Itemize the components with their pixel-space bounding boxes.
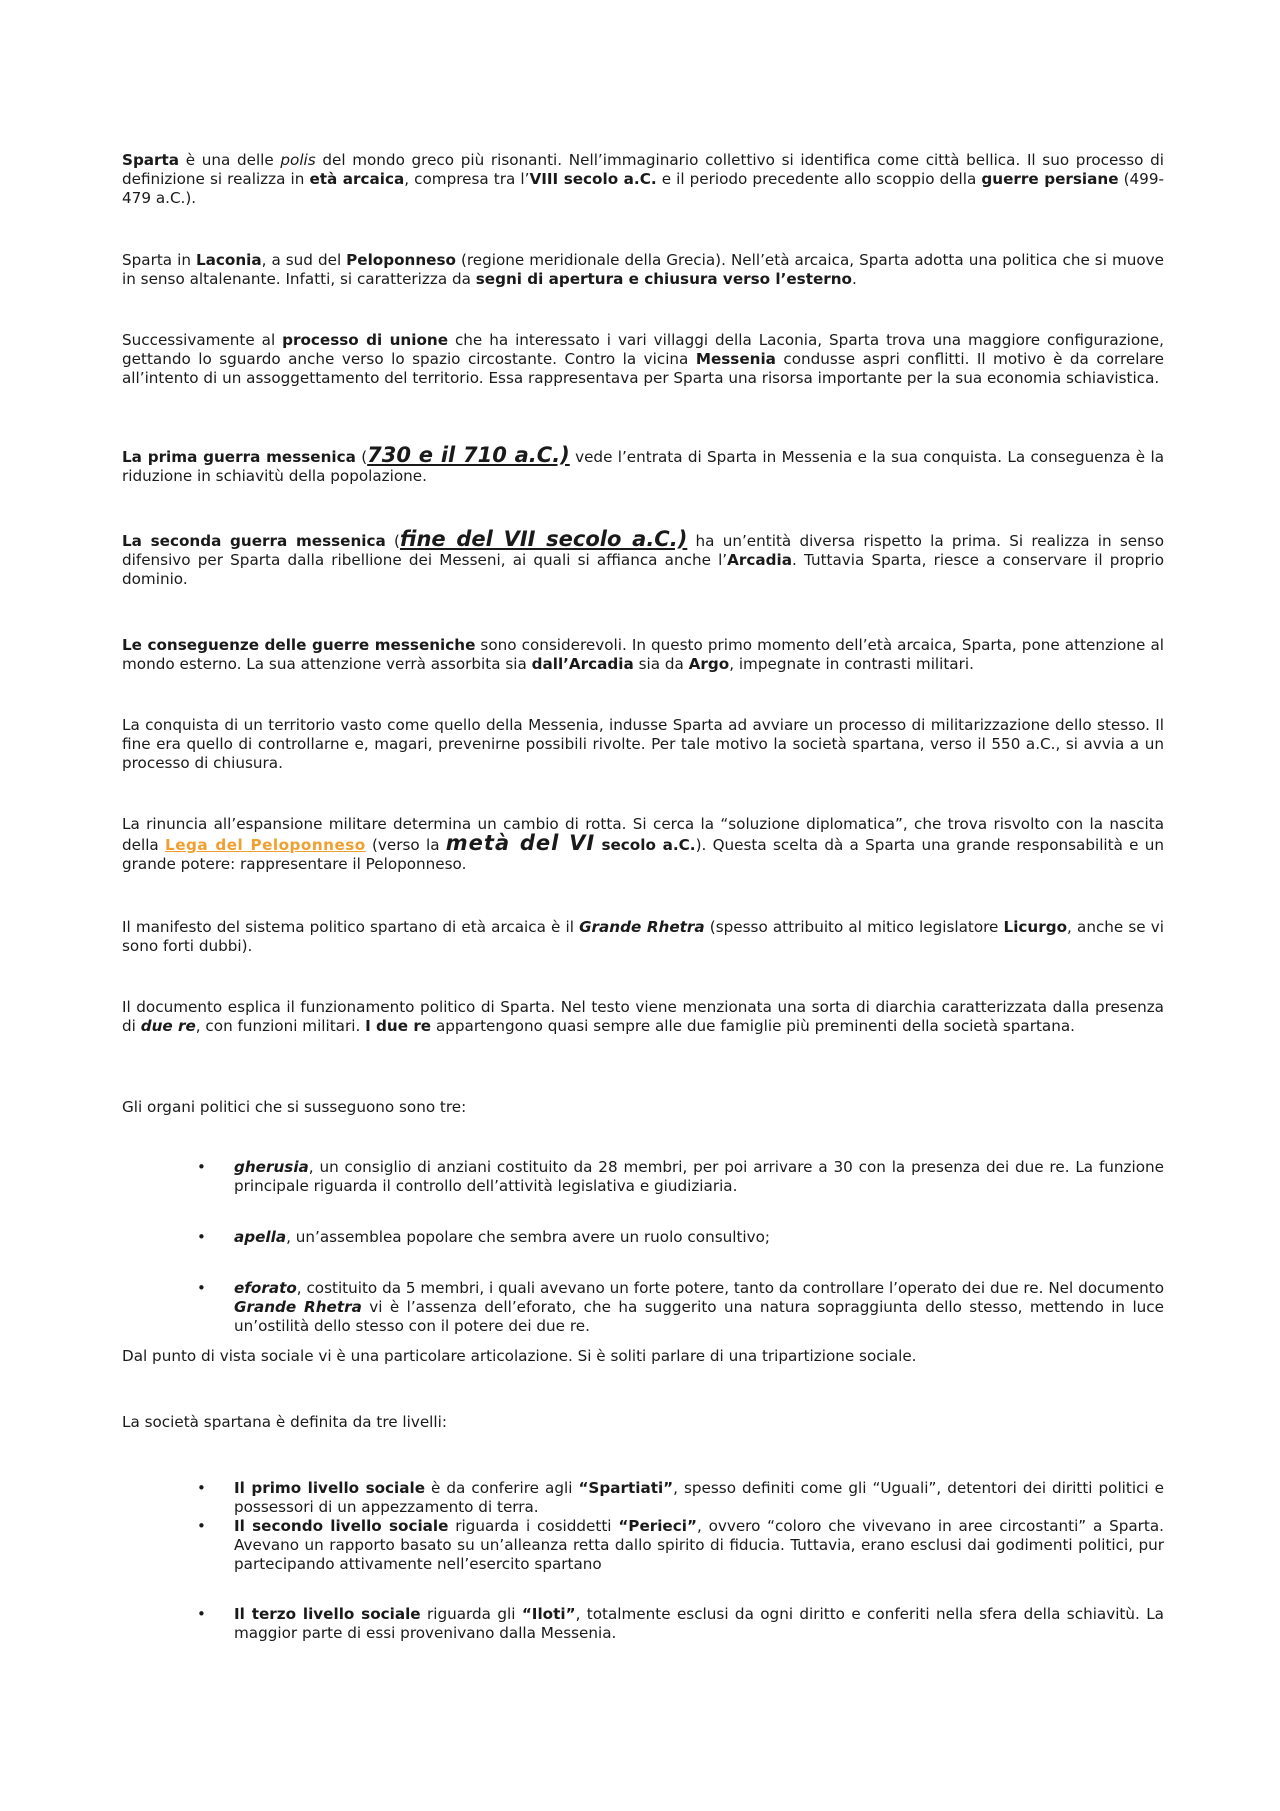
term-polis: polis bbox=[280, 151, 316, 169]
bullet-icon: • bbox=[197, 1279, 206, 1297]
term-i-due-re: I due re bbox=[365, 1017, 432, 1035]
term-secondo-livello: Il secondo livello sociale bbox=[234, 1517, 449, 1535]
term-grande-rhetra: Grande Rhetra bbox=[234, 1298, 362, 1316]
paragraph-manifesto bbox=[122, 918, 1164, 956]
term-grande-rhetra: Grande Rhetra bbox=[579, 918, 705, 936]
text: riguarda gli bbox=[420, 1605, 522, 1623]
term-argo: Argo bbox=[688, 655, 730, 673]
paragraph-conquista bbox=[122, 716, 1164, 773]
text: Dal punto di vista sociale vi è una particolare articolazione. Si è soliti parlare di una tripartizione sociale. bbox=[122, 1347, 917, 1365]
text: appartengono quasi sempre alle due famiglie più preminenti della società spartana. bbox=[431, 1017, 1075, 1035]
text: è da conferire agli bbox=[425, 1479, 579, 1497]
text: La società spartana è definita da tre livelli: bbox=[122, 1413, 447, 1431]
text: riguarda i cosiddetti bbox=[448, 1517, 619, 1535]
term-eta-arcaica: età arcaica bbox=[309, 170, 405, 188]
date-prima-guerra: 730 e il 710 a.C.) bbox=[367, 443, 570, 467]
text: , spesso definiti come gli “Uguali”, detentori dei diritti politici e possessori di un appezzamento di terra. bbox=[234, 1479, 1164, 1516]
term-licurgo: Licurgo bbox=[1003, 918, 1068, 936]
paragraph-organi bbox=[122, 1098, 1164, 1117]
term-sparta: Sparta bbox=[122, 151, 180, 169]
text: Successivamente al bbox=[122, 331, 283, 349]
term-perieci: “Perieci” bbox=[618, 1517, 697, 1535]
paragraph-documento bbox=[122, 998, 1164, 1036]
bullet-icon: • bbox=[197, 1605, 206, 1623]
term-apella: apella bbox=[234, 1228, 287, 1246]
paragraph-rinuncia bbox=[122, 815, 1164, 874]
term-prima-guerra: La prima guerra messenica bbox=[122, 448, 356, 466]
term-dall-arcadia: dall’Arcadia bbox=[531, 655, 634, 673]
text: . Tuttavia Sparta, riesce a conservare il proprio dominio. bbox=[122, 551, 1164, 588]
text: condusse aspri conflitti. Il motivo è da correlare all’intento di un assoggettamento del territorio. Essa rappresentava per Sparta una risorsa importante per la sua economia schiavistica. bbox=[122, 350, 1164, 387]
text: . bbox=[852, 270, 857, 288]
term-primo-livello: Il primo livello sociale bbox=[234, 1479, 426, 1497]
list-item-eforato bbox=[234, 1279, 1164, 1336]
text: (spesso attribuito al mitico legislatore bbox=[704, 918, 1004, 936]
bullet-icon: • bbox=[197, 1228, 206, 1246]
term-seconda-guerra: La seconda guerra messenica bbox=[122, 532, 386, 550]
term-guerre-persiane: guerre persiane bbox=[981, 170, 1119, 188]
paragraph-conseguenze bbox=[122, 636, 1164, 674]
text: ha un’entità diversa rispetto la prima. Si realizza in senso difensivo per Sparta dalla ribellione dei Messeni, ai quali si affianca anche l’ bbox=[122, 532, 1164, 569]
text: Sparta in bbox=[122, 251, 196, 269]
term-due-re: due re bbox=[140, 1017, 196, 1035]
text: , con funzioni militari. bbox=[195, 1017, 366, 1035]
text: , ovvero “coloro che vivevano in aree circostanti” a Sparta. Avevano un rapporto basato su un’alleanza retta dallo spirito di fiducia. Tuttavia, erano esclusi dai godimenti politici, pur partecipando attivamente nell’esercito spartano bbox=[234, 1517, 1164, 1573]
paragraph-seconda-guerra bbox=[122, 527, 1164, 589]
term-secolo: secolo a.C. bbox=[601, 836, 696, 854]
bullet-icon: • bbox=[197, 1517, 206, 1535]
text: ( bbox=[355, 448, 368, 466]
text: (regione meridionale della Grecia). Nell’età arcaica, Sparta adotta una politica che si muove in senso altalenante. Infatti, si caratterizza da bbox=[122, 251, 1164, 288]
text: (verso la bbox=[365, 836, 446, 854]
text: del mondo greco più risonanti. Nell’immaginario collettivo si identifica come città bellica. Il suo processo di definizione si realizza in bbox=[122, 151, 1164, 188]
paragraph-intro bbox=[122, 151, 1164, 208]
text: vede l’entrata di Sparta in Messenia e la sua conquista. La conseguenza è la riduzione in schiavitù della popolazione. bbox=[122, 448, 1164, 485]
paragraph-livelli bbox=[122, 1413, 1164, 1432]
text: sono considerevoli. In questo primo momento dell’età arcaica, Sparta, pone attenzione al mondo esterno. La sua attenzione verrà assorbita sia bbox=[122, 636, 1164, 673]
text: , un’assemblea popolare che sembra avere un ruolo consultivo; bbox=[286, 1228, 771, 1246]
paragraph-laconia bbox=[122, 251, 1164, 289]
text: che ha interessato i vari villaggi della Laconia, Sparta trova una maggiore configurazione, gettando lo sguardo anche verso lo spazio circostante. Contro la vicina bbox=[122, 331, 1164, 368]
bullet-icon: • bbox=[197, 1479, 206, 1497]
list-item-spartiati bbox=[234, 1479, 1164, 1517]
term-peloponneso: Peloponneso bbox=[346, 251, 456, 269]
term-iloti: “Iloti” bbox=[521, 1605, 576, 1623]
paragraph-prima-guerra bbox=[122, 443, 1164, 486]
text: , a sud del bbox=[261, 251, 347, 269]
text: La rinuncia all’espansione militare determina un cambio di rotta. Si cerca la “soluzione diplomatica”, che trova risvolto con la nascita della bbox=[122, 815, 1164, 854]
text: sia da bbox=[633, 655, 689, 673]
bullet-icon: • bbox=[197, 1158, 206, 1176]
text: è una delle bbox=[179, 151, 281, 169]
list-item-perieci bbox=[234, 1517, 1164, 1574]
text: (499-479 a.C.). bbox=[122, 170, 1164, 207]
term-terzo-livello: Il terzo livello sociale bbox=[234, 1605, 421, 1623]
term-arcadia: Arcadia bbox=[727, 551, 792, 569]
text: Gli organi politici che si susseguono sono tre: bbox=[122, 1098, 467, 1116]
text: e il periodo precedente allo scoppio della bbox=[656, 170, 982, 188]
link-lega-peloponneso[interactable]: Lega del Peloponneso bbox=[165, 836, 366, 854]
list-item-apella bbox=[234, 1228, 1164, 1247]
term-spartiati: “Spartiati” bbox=[578, 1479, 674, 1497]
text: , costituito da 5 membri, i quali avevano un forte potere, tanto da controllare l’operato dei due re. Nel documento bbox=[296, 1279, 1164, 1297]
text: vi è l’assenza dell’eforato, che ha suggerito una natura sopraggiunta dello stesso, mettendo in luce un’ostilità dello stesso con il potere dei due re. bbox=[234, 1298, 1164, 1335]
text: ). Questa scelta dà a Sparta una grande responsabilità e un grande potere: rappresentare il Peloponneso. bbox=[122, 836, 1165, 873]
term-gherusia: gherusia bbox=[234, 1158, 309, 1176]
text: La conquista di un territorio vasto come quello della Messenia, indusse Sparta ad avviare un processo di militarizzazione dello stesso. Il fine era quello di controllarne e, magari, prevenirne possibili rivolte. Per tale motivo la società spartana, verso il 550 a.C., si avvia a un processo di chiusura. bbox=[122, 716, 1164, 772]
list-item-gherusia bbox=[234, 1158, 1164, 1196]
term-viii-secolo: VIII secolo a.C. bbox=[529, 170, 657, 188]
text: , anche se vi sono forti dubbi). bbox=[122, 918, 1164, 955]
text: , compresa tra l’ bbox=[404, 170, 530, 188]
paragraph-unione bbox=[122, 331, 1164, 388]
term-processo-unione: processo di unione bbox=[282, 331, 448, 349]
term-meta-vi: metà del VI bbox=[445, 831, 596, 855]
term-messenia: Messenia bbox=[695, 350, 776, 368]
paragraph-sociale bbox=[122, 1347, 1164, 1366]
text: Il documento esplica il funzionamento politico di Sparta. Nel testo viene menzionata una sorta di diarchia caratterizzata dalla presenza di bbox=[122, 998, 1164, 1035]
term-conseguenze: Le conseguenze delle guerre messeniche bbox=[122, 636, 476, 654]
list-item-iloti bbox=[234, 1605, 1164, 1643]
text: , totalmente esclusi da ogni diritto e conferiti nella sfera della schiavitù. La maggior parte di essi provenivano dalla Messenia. bbox=[234, 1605, 1164, 1642]
text: Il manifesto del sistema politico spartano di età arcaica è il bbox=[122, 918, 580, 936]
date-seconda-guerra: fine del VII secolo a.C.) bbox=[399, 527, 688, 551]
text: , un consiglio di anziani costituito da 28 membri, per poi arrivare a 30 con la presenza dei due re. La funzione principale riguarda il controllo dell’attività legislativa e giudiziaria. bbox=[234, 1158, 1164, 1195]
text: , impegnate in contrasti militari. bbox=[729, 655, 974, 673]
term-eforato: eforato bbox=[234, 1279, 297, 1297]
term-segni-apertura: segni di apertura e chiusura verso l’esterno bbox=[475, 270, 852, 288]
term-laconia: Laconia bbox=[195, 251, 262, 269]
text: ( bbox=[385, 532, 400, 550]
